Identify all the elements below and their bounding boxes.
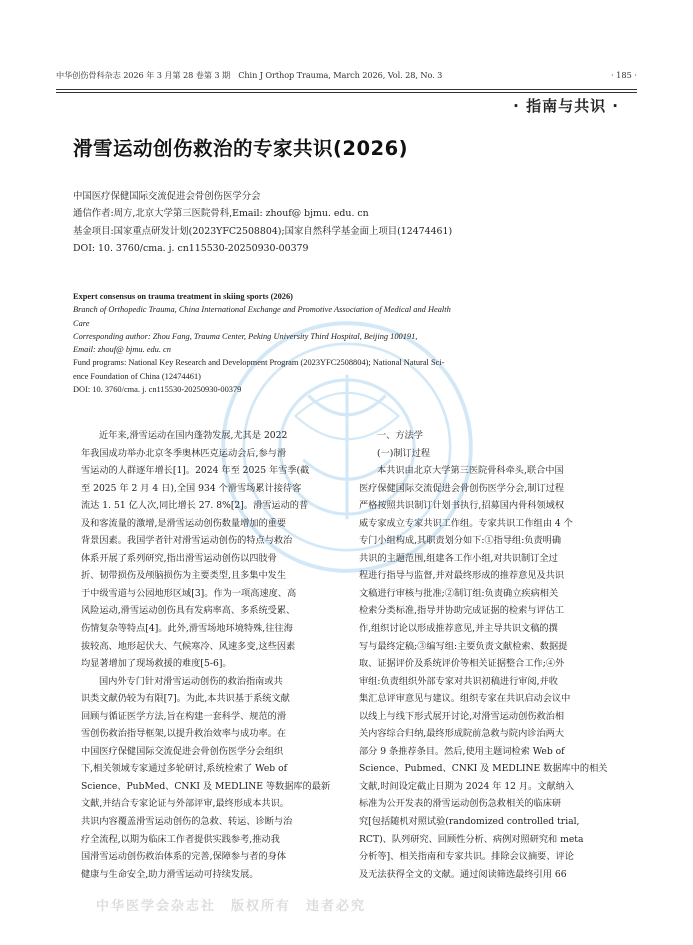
body-line: 拔较高、地形起伏大、气候寒冷、风速多变,这些因素 <box>81 640 296 652</box>
body-line: 医疗保健国际交流促进会骨创伤医学分会,制订过程 <box>359 482 565 494</box>
body-line: 近年来,滑雪运动在国内蓬勃发展,尤其是 2022 <box>99 430 288 441</box>
body-line: 及无法获得全文的文献。通过阅读筛选最终引用 66 <box>359 868 567 880</box>
body-line: 雪创伤救治指导框架,以提升救治效率与成功率。在 <box>81 728 287 740</box>
body-line: 下,相关领域专家通过多轮研讨,系统检索了 Web of <box>81 763 287 775</box>
footer-watermark: 中华医学会杂志社 版权所有 违者必究 <box>96 899 367 914</box>
body-line: 审组:负责组织外部专家对共识初稿进行审阅,并收 <box>359 675 558 687</box>
body-line: 程进行指导与监督,并对最终形成的推荐意见及共识 <box>359 570 565 582</box>
body-line: 伤情复杂等特点[4]。此外,滑雪场地环境特殊,往往海 <box>81 623 293 635</box>
body-line: 部分 9 条推荐条目。然后,使用主题词检索 Web of <box>359 745 565 757</box>
body-line: 共识的主题范围,组建各工作小组,对共识制订全过 <box>359 552 558 564</box>
body-line: 本共识由北京大学第三医院骨科牵头,联合中国 <box>377 465 564 477</box>
body-column-left <box>81 427 340 883</box>
english-email: Email: zhouf@ bjmu. edu. cn <box>73 345 171 355</box>
body-line: 取、证据评价及系统评价等相关证据整合工作;④外 <box>359 658 565 670</box>
english-title: Expert consensus on trauma treatment in skiing sports (2026) <box>73 292 293 301</box>
body-line: 专门小组构成,其职责划分如下:①指导组:负责明确 <box>359 535 562 547</box>
english-metadata <box>73 290 628 396</box>
body-line: 风险运动,滑雪运动创伤具有发病率高、多系统受累、 <box>81 605 296 617</box>
body-line: 及和客流量的激增,是滑雪运动创伤数量增加的重要 <box>81 517 287 529</box>
body-line: 体系开展了系列研究,指出滑雪运动创伤以四肢骨 <box>81 552 277 564</box>
body-column-right <box>359 427 629 883</box>
body-line: 文献,时间设定截止日期为 2024 年 12 月。文献纳入 <box>359 780 575 792</box>
header-rule <box>56 89 637 90</box>
body-line: 折、韧带损伤及颅脑损伤为主要类型,且多集中发生 <box>81 570 287 582</box>
body-line: 检索分类标准,指导并协助完成证据的检索与评估工 <box>359 605 565 617</box>
body-line: 以线上与线下形式展开讨论,对滑雪运动创伤救治相 <box>359 710 565 722</box>
author-org: 中国医疗保健国际交流促进会骨创伤医学分会 <box>73 191 261 202</box>
subsection-heading: (一)制订过程 <box>377 447 431 459</box>
body-line: Science、PubMed、CNKI 及 MEDLINE 等数据库的最新 <box>81 780 331 792</box>
doi: DOI: 10. 3760/cma. j. cn115530-20250930-00379 <box>73 243 309 255</box>
english-author-org-cont: Care <box>73 318 90 328</box>
page-number: · 185 · <box>610 70 637 80</box>
body-line: 分析等]、相关指南和专家共识。排除会议摘要、评论 <box>359 851 574 863</box>
body-line: 作,组织讨论以形成推荐意见,并主导共识文稿的撰 <box>359 623 558 635</box>
section-tag: · 指南与共识 · <box>513 97 619 115</box>
body-line: 于中级雪道与公园地形区域[3]。作为一项高速度、高 <box>81 587 297 599</box>
body-line: 识类文献仍较为有限[7]。为此,本共识基于系统文献 <box>81 693 290 705</box>
body-line: 关内容综合归纳,最终形成院前急救与院内诊治两大 <box>359 728 565 740</box>
body-line: RCT)、队列研究、回顾性分析、病例对照研究和 meta <box>359 833 584 845</box>
body-line: 健康与生命安全,助力滑雪运动可持续发展。 <box>81 868 259 880</box>
body-line: 国内外专门针对滑雪运动创伤的救治指南或共 <box>99 675 283 687</box>
article-title: 滑雪运动创伤救治的专家共识(2026) <box>73 137 409 160</box>
body-line: 共识内容覆盖滑雪运动创伤的急救、转运、诊断与治 <box>81 816 293 828</box>
english-corresponding: Corresponding author: Zhou Fang, Trauma Center, Peking University Third Hospital, Beijing 100191, <box>73 331 418 341</box>
english-fund: Fund programs: National Key Research and Development Program (2023YFC2508804); National Natural Sci- <box>73 358 445 368</box>
body-line: 文献,并结合专家论证与外部评审,最终形成本共识。 <box>81 798 289 810</box>
english-author-org: Branch of Orthopedic Trauma, China International Exchange and Promotive Association of Medical and Health <box>73 305 451 315</box>
body-line: 至 2025 年 2 月 4 日),全国 934 个滑雪场累计接待客 <box>81 482 302 494</box>
body-line: 写与最终定稿;③编写组:主要负责文献检索、数据提 <box>359 640 568 652</box>
body-line: 标准为公开发表的滑雪运动创伤急救相关的临床研 <box>359 798 562 810</box>
body-line: 雪运动的人群逐年增长[1]。2024 年至 2025 年雪季(截 <box>81 465 310 477</box>
body-line: Science、Pubmed、CNKI 及 MEDLINE 数据库中的相关 <box>359 763 608 775</box>
english-fund-cont: ence Foundation of China (12474461) <box>73 371 201 381</box>
section-heading: 一、方法学 <box>377 430 423 441</box>
body-line: 回顾与循证医学方法,旨在构建一套科学、规范的滑 <box>81 710 287 722</box>
body-line: 疗全流程,以期为临床工作者提供实践参考,推动我 <box>81 833 280 845</box>
body-line: 国滑雪运动创伤救治体系的完善,保障参与者的身体 <box>81 851 287 863</box>
body-line: 严格按照共识制订计划书执行,招募国内骨科领域权 <box>359 500 565 512</box>
body-line: 中国医疗保健国际交流促进会骨创伤医学分会组织 <box>81 745 284 757</box>
chinese-metadata <box>73 188 633 258</box>
body-line: 究[包括随机对照试验(randomized controlled trial, <box>359 816 580 828</box>
journal-citation: 中华创伤骨科杂志 2026 年 3 月第 28 卷第 3 期 Chin J Orthop Trauma, March 2026, Vol. 28, No. 3 <box>56 70 443 80</box>
body-line: 均显著增加了现场救援的难度[5-6]。 <box>81 658 232 670</box>
fund-programs: 基金项目:国家重点研发计划(2023YFC2508804);国家自然科学基金面上项目(12474461) <box>73 225 453 237</box>
body-line: 文稿进行审核与批准;②制订组:负责确立疾病相关 <box>359 587 559 599</box>
body-line: 集汇总评审意见与建议。组织专家在共识启动会议中 <box>359 693 571 705</box>
running-header <box>56 70 637 86</box>
corresponding-author: 通信作者:周方,北京大学第三医院骨科,Email: zhouf@ bjmu. edu. cn <box>73 208 369 220</box>
body-line: 威专家成立专家共识工作组。专家共识工作组由 4 个 <box>359 517 573 529</box>
body-line: 流达 1. 51 亿人次,同比增长 27. 8%[2]。滑雪运动的普 <box>81 500 309 512</box>
header-rule-thin <box>56 92 637 93</box>
english-doi: DOI: 10. 3760/cma. j. cn115530-20250930-00379 <box>73 385 242 395</box>
body-line: 年我国成功举办北京冬季奥林匹克运动会后,参与滑 <box>81 447 287 459</box>
body-line: 背景因素。我国学者针对滑雪运动创伤的特点与救治 <box>81 535 293 547</box>
